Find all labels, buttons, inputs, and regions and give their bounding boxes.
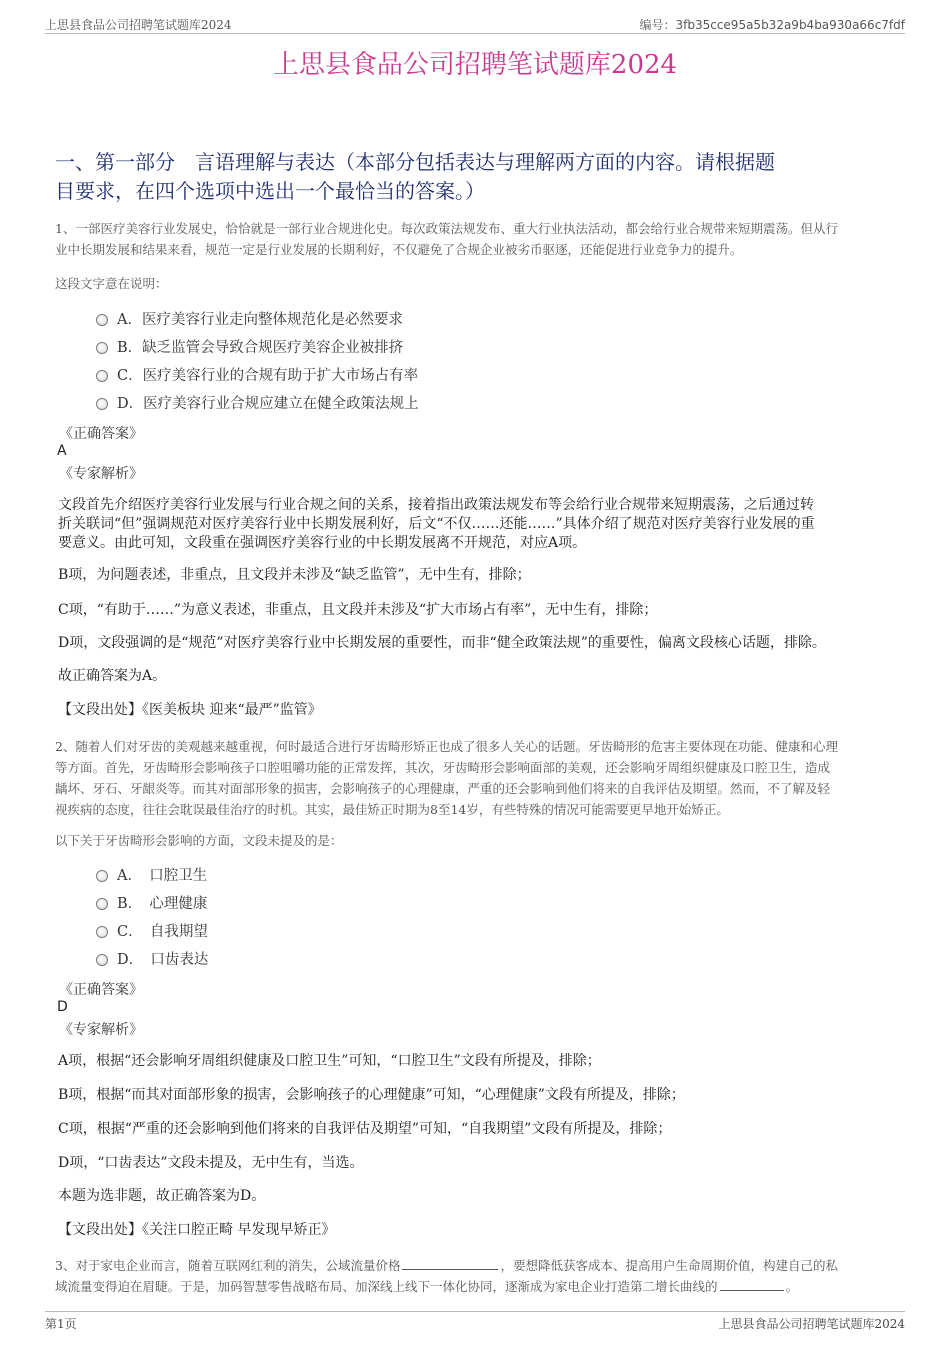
q2-option-d-label: D． 口齿表达 — [117, 951, 209, 968]
radio-icon[interactable] — [96, 898, 108, 910]
serial-value: 3fb35cce95a5b32a9b4ba930a66c7fdf — [675, 18, 905, 32]
q2-option-c[interactable] — [96, 919, 208, 941]
q2-analysis-b: B项，根据“而其对面部形象的损害，会影响孩子的心理健康”可知，“心理健康”文段有所提及，排除； — [58, 1087, 685, 1103]
q1-option-d-label: D．医疗美容行业合规应建立在健全政策法规上 — [117, 395, 419, 412]
q1-option-d[interactable] — [96, 391, 419, 413]
q1-passage-line1: 1、一部医疗美容行业发展史，恰恰就是一部行业合规进化史。每次政策法规发布、重大行业执法活动，都会给行业合规带来短期震荡。但从行 — [55, 221, 838, 236]
section-heading-line2: 目要求，在四个选项中选出一个最恰当的答案。） — [55, 179, 485, 203]
q2-passage-line2: 等方面。首先，牙齿畸形会影响孩子口腔咀嚼功能的正常发挥，其次，牙齿畸形会影响面部的美观，还会影响牙周组织健康及口腔卫生，造成 — [55, 760, 831, 775]
radio-icon[interactable] — [96, 954, 108, 966]
q2-option-a-label: A． 口腔卫生 — [117, 867, 208, 884]
q3-passage-line1 — [55, 1255, 900, 1276]
q1-prompt: 这段文字意在说明： — [55, 276, 168, 291]
page-header — [45, 14, 905, 34]
q2-option-b[interactable] — [96, 891, 207, 913]
q1-answer-label: 《正确答案》 — [59, 426, 143, 442]
q1-conclusion: 故正确答案为A。 — [58, 668, 167, 684]
q1-analysis-line2: 折关联词“但”强调规范对医疗美容行业中长期发展利好，后文“不仅……还能……”具体介绍了规范对医疗美容行业发展的重 — [58, 516, 815, 532]
q3-text-2: ，要想降低获客成本、提高用户生命周期价值，构建自己的私 — [500, 1258, 838, 1273]
serial-label: 编号： — [639, 18, 676, 32]
page-title: 上思县食品公司招聘笔试题库2024 — [272, 50, 678, 80]
q1-source: 【文段出处】《医美板块 迎来“最严”监管》 — [58, 702, 322, 718]
q2-answer: D — [57, 999, 68, 1015]
q3-passage-line2 — [55, 1276, 900, 1297]
q2-analysis-a: A项，根据“还会影响牙周组织健康及口腔卫生”可知，“口腔卫生”文段有所提及，排除； — [58, 1053, 601, 1069]
q1-option-b-label: B．缺乏监管会导致合规医疗美容企业被排挤 — [117, 339, 404, 356]
q2-answer-label: 《正确答案》 — [59, 982, 143, 998]
q2-analysis-d: D项，“口齿表达”文段未提及，无中生有，当选。 — [58, 1155, 364, 1171]
q3-text-3: 域流量变得迫在眉睫。于是，加码智慧零售战略布局、加深线上线下一体化协同，逐渐成为家电企业打造第二增长曲线的 — [55, 1279, 718, 1294]
q3-text-4: 。 — [785, 1279, 799, 1294]
q3-blank-2[interactable] — [720, 1279, 784, 1291]
q2-option-b-label: B． 心理健康 — [117, 895, 208, 912]
radio-icon[interactable] — [96, 342, 108, 354]
q1-analysis-line3: 要意义。由此可知，文段重在强调医疗美容行业的中长期发展离不开规范，对应A项。 — [58, 535, 587, 551]
q1-analysis-c: C项，“有助于……”为意义表述，非重点，且文段并未涉及“扩大市场占有率”，无中生有，排除； — [58, 602, 658, 618]
q2-option-a[interactable] — [96, 863, 207, 885]
radio-icon[interactable] — [96, 870, 108, 882]
footer-doc-name: 上思县食品公司招聘笔试题库2024 — [718, 1317, 905, 1331]
q2-conclusion: 本题为选非题，故正确答案为D。 — [58, 1188, 266, 1204]
radio-icon[interactable] — [96, 314, 108, 326]
q1-analysis-main — [58, 496, 890, 553]
header-serial — [639, 16, 905, 33]
q2-analysis-label: 《专家解析》 — [59, 1022, 143, 1038]
q1-option-a[interactable] — [96, 307, 403, 329]
q1-analysis-line1: 文段首先介绍医疗美容行业发展与行业合规之间的关系，接着指出政策法规发布等会给行业合规带来短期震荡，之后通过转 — [58, 497, 814, 513]
radio-icon[interactable] — [96, 398, 108, 410]
q1-option-b[interactable] — [96, 335, 403, 357]
q3-text-1: 3、对于家电企业而言，随着互联网红利的消失，公域流量价格 — [55, 1258, 401, 1273]
q1-analysis-label: 《专家解析》 — [59, 466, 143, 482]
q2-option-c-label: C． 自我期望 — [117, 923, 208, 940]
q2-prompt: 以下关于牙齿畸形会影响的方面，文段未提及的是： — [55, 833, 343, 848]
footer-page-number: 第1页 — [45, 1317, 77, 1331]
q2-option-d[interactable] — [96, 947, 208, 969]
section-heading-line1: 一、第一部分 言语理解与表达（本部分包括表达与理解两方面的内容。请根据题 — [55, 150, 775, 174]
radio-icon[interactable] — [96, 370, 108, 382]
q1-option-c-label: C．医疗美容行业的合规有助于扩大市场占有率 — [117, 367, 419, 384]
q1-passage-line2: 业中长期发展和结果来看，规范一定是行业发展的长期利好，不仅避免了合规企业被劣币驱逐，还能促进行业竞争力的提升。 — [55, 242, 743, 257]
q2-source: 【文段出处】《关注口腔正畸 早发现早矫正》 — [58, 1222, 336, 1238]
section-heading — [55, 148, 900, 206]
q1-analysis-d: D项，文段强调的是“规范”对医疗美容行业中长期发展的重要性，而非“健全政策法规”的重要性，偏离文段核心话题，排除。 — [58, 635, 826, 651]
q3-passage — [55, 1255, 900, 1297]
q1-option-a-label: A．医疗美容行业走向整体规范化是必然要求 — [117, 311, 403, 328]
q1-answer: A — [57, 443, 67, 459]
page-footer — [45, 1311, 905, 1331]
q2-analysis-c: C项，根据“严重的还会影响到他们将来的自我评估及期望”可知，“自我期望”文段有所提及，排除； — [58, 1121, 672, 1137]
q3-blank-1[interactable] — [402, 1258, 498, 1270]
q2-passage-line3: 龋坏、牙石、牙龈炎等。而其对面部形象的损害，会影响孩子的心理健康，严重的还会影响到他们将来的自我评估及期望。然而，不了解及轻 — [55, 781, 831, 796]
q1-option-c[interactable] — [96, 363, 418, 385]
q2-passage — [55, 736, 900, 820]
header-doc-name: 上思县食品公司招聘笔试题库2024 — [45, 18, 232, 32]
radio-icon[interactable] — [96, 926, 108, 938]
q1-passage — [55, 218, 900, 260]
q2-passage-line4: 视疾病的态度，往往会耽误最佳治疗的时机。其实，最佳矫正时期为8至14岁，有些特殊的情况可能需要更早地开始矫正。 — [55, 802, 729, 817]
q1-analysis-b: B项，为问题表述，非重点，且文段并未涉及“缺乏监管”，无中生有，排除； — [58, 567, 531, 583]
q2-passage-line1: 2、随着人们对牙齿的美观越来越重视，何时最适合进行牙齿畸形矫正也成了很多人关心的话题。牙齿畸形的危害主要体现在功能、健康和心理 — [55, 739, 838, 754]
